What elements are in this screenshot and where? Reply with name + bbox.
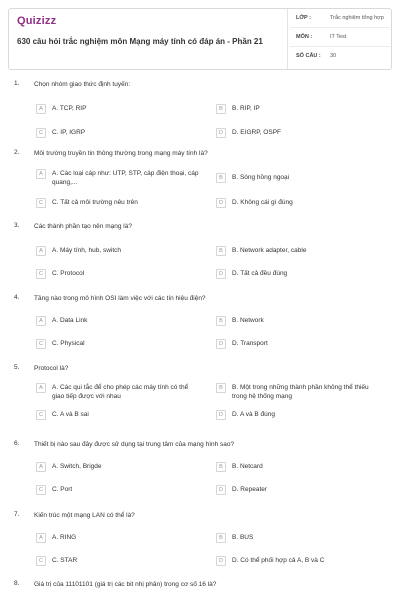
question-text: Tầng nào trong mô hình OSI làm việc với các tín hiệu điện? [34, 295, 206, 302]
option-text: C. Protocol [52, 270, 85, 277]
option-letter: B [216, 316, 226, 326]
option-letter: A [36, 533, 46, 543]
option-text: B. Netcard [232, 463, 263, 470]
question-number: 2. [14, 149, 20, 156]
meta-key: LỚP : [296, 15, 311, 21]
question-number: 1. [14, 80, 20, 87]
option-text: D. Repeater [232, 486, 268, 493]
option-text: D. A và B đúng [232, 411, 276, 418]
option-letter: B [216, 173, 226, 183]
meta-row-subject [290, 31, 390, 47]
question-number: 3. [14, 222, 20, 229]
option-text: D. EIGRP, OSPF [232, 129, 282, 136]
option-letter: B [216, 462, 226, 472]
option-letter: D [216, 410, 226, 420]
meta-value: 30 [330, 53, 337, 59]
option-letter: A [36, 104, 46, 114]
option-letter: A [36, 169, 46, 179]
meta-value: IT Test [330, 34, 347, 40]
meta-value: Trắc nghiệm tổng hợp [330, 15, 384, 21]
option-letter: C [36, 410, 46, 420]
option-text: A. Máy tính, hub, switch [52, 247, 122, 254]
option-letter: B [216, 246, 226, 256]
option-letter: C [36, 269, 46, 279]
option-text: D. Transport [232, 340, 268, 347]
option-letter: C [36, 128, 46, 138]
header-divider [287, 9, 288, 69]
option-text: B. BUS [232, 534, 254, 541]
option-letter: A [36, 383, 46, 393]
question-text: Protocol là? [34, 365, 69, 372]
meta-row-count [290, 50, 390, 66]
meta-key: SỐ CÂU : [296, 53, 321, 59]
question-text: Chọn nhóm giao thức định tuyến: [34, 81, 131, 88]
option-text: C. Port [52, 486, 73, 493]
option-letter: B [216, 533, 226, 543]
option-letter: D [216, 339, 226, 349]
option-text: D. Không cái gì đúng [232, 199, 293, 206]
question-number: 7. [14, 511, 20, 518]
option-text: C. Physical [52, 340, 85, 347]
question-text: Giá trị của 11101101 (giá trị các bit nhị phân) trong cơ số 16 là? [34, 581, 217, 588]
option-text: C. IP, IGRP [52, 129, 86, 136]
option-text: A. Switch, Brigde [52, 463, 102, 470]
worksheet-header [8, 8, 392, 70]
option-letter: D [216, 269, 226, 279]
option-letter: B [216, 104, 226, 114]
option-letter: A [36, 246, 46, 256]
option-text: D. Có thể phối hợp cả A, B và C [232, 557, 325, 564]
question-text: Các thành phần tạo nên mạng là? [34, 223, 132, 230]
option-letter: A [36, 462, 46, 472]
option-text: C. Tất cả môi trường nêu trên [52, 199, 138, 206]
header-meta [290, 9, 390, 66]
option-text: A. Các loại cáp như: UTP, STP, cáp điện thoại, cáp quang,... [52, 170, 199, 186]
question-number: 4. [14, 294, 20, 301]
option-text: C. STAR [52, 557, 78, 564]
option-letter: A [36, 316, 46, 326]
option-letter: D [216, 556, 226, 566]
question-number: 8. [14, 580, 20, 587]
question-text: Kiến trúc một mạng LAN có thể là? [34, 512, 135, 519]
page-title: 630 câu hỏi trắc nghiệm môn Mạng máy tính có đáp án - Phần 21 [17, 37, 263, 46]
option-letter: D [216, 128, 226, 138]
option-text: A. Data Link [52, 317, 88, 324]
option-text: B. Network [232, 317, 264, 324]
option-letter: D [216, 198, 226, 208]
option-letter: D [216, 485, 226, 495]
option-text: C. A và B sai [52, 411, 89, 418]
option-text: A. RING [52, 534, 77, 541]
option-letter: C [36, 198, 46, 208]
meta-row-class [290, 12, 390, 28]
option-text: B. RIP, IP [232, 105, 260, 112]
option-letter: C [36, 556, 46, 566]
option-letter: B [216, 383, 226, 393]
option-text: B. Sóng hồng ngoại [232, 174, 290, 181]
question-number: 5. [14, 364, 20, 371]
option-text: A. TCP, RIP [52, 105, 87, 112]
option-letter: C [36, 339, 46, 349]
header-title-area [9, 9, 285, 69]
option-text: D. Tất cả đều đúng [232, 270, 288, 277]
option-text: B. Network adapter, cable [232, 247, 307, 254]
option-text: A. Các qui tắc để cho phép các máy tính có thể giao tiếp được với nhau [52, 384, 189, 400]
option-letter: C [36, 485, 46, 495]
meta-key: MÔN : [296, 34, 313, 40]
quizizz-logo: Quizizz [17, 15, 57, 27]
question-number: 6. [14, 440, 20, 447]
question-text: Môi trường truyền tin thông thường trong mạng máy tính là? [34, 150, 208, 157]
option-text: B. Một trong những thành phần không thể thiếu trong hệ thống mạng [232, 384, 369, 400]
question-text: Thiết bị nào sau đây được sử dụng tại trung tâm của mạng hình sao? [34, 441, 235, 448]
